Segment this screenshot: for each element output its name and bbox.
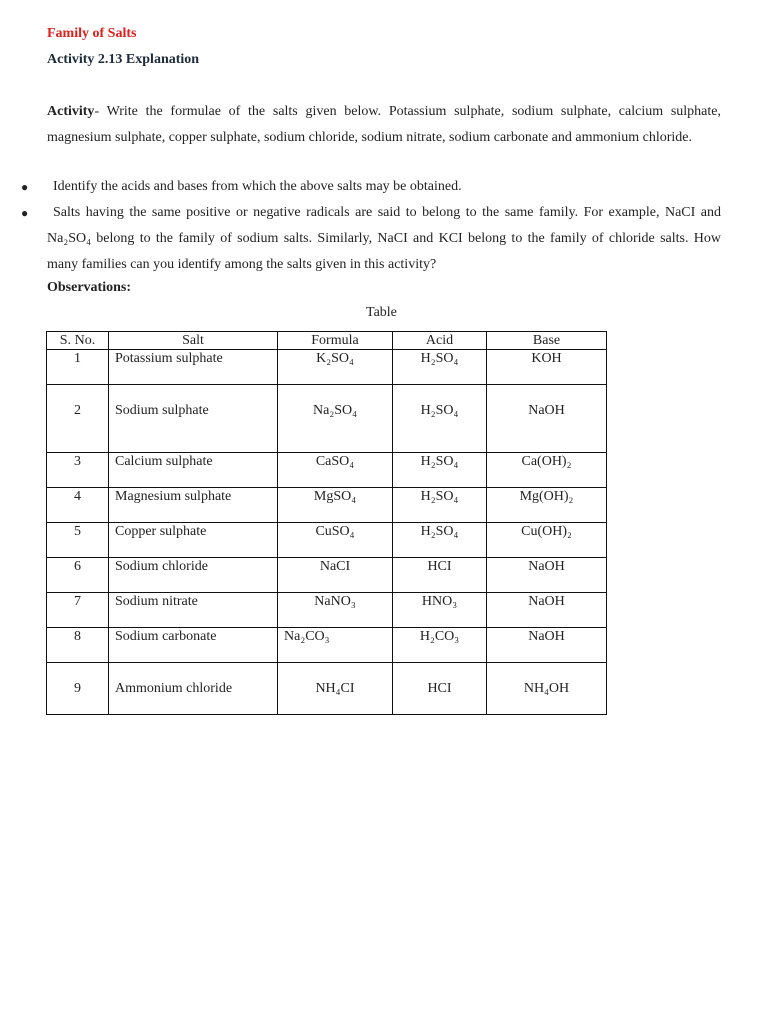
cell-sno: 9 [47, 663, 109, 715]
cell-base: NaOH [487, 593, 607, 628]
cell-acid: H₂SO₄ [393, 385, 487, 453]
cell-base: NH₄OH [487, 663, 607, 715]
cell-sno: 2 [47, 385, 109, 453]
cell-formula: NaNO₃ [278, 593, 393, 628]
cell-sno: 4 [47, 488, 109, 523]
cell-salt: Potassium sulphate [109, 350, 278, 385]
table-row [47, 663, 607, 715]
bullet-dot-icon: ● [21, 206, 29, 220]
table-row [47, 488, 607, 523]
cell-salt: Sodium sulphate [109, 385, 278, 453]
table-header-row [47, 332, 607, 350]
cell-acid: H₂SO₄ [393, 488, 487, 523]
table-row [47, 628, 607, 663]
cell-sno: 8 [47, 628, 109, 663]
cell-acid: HNO₃ [393, 593, 487, 628]
cell-base: NaOH [487, 385, 607, 453]
cell-formula: Na₂CO₃ [278, 628, 393, 663]
cell-base: NaOH [487, 628, 607, 663]
salts-table [46, 331, 607, 715]
cell-base: Mg(OH)₂ [487, 488, 607, 523]
cell-salt: Copper sulphate [109, 523, 278, 558]
cell-sno: 7 [47, 593, 109, 628]
observations-label: Observations: [47, 280, 131, 295]
cell-formula: CaSO₄ [278, 453, 393, 488]
cell-sno: 1 [47, 350, 109, 385]
table-row [47, 558, 607, 593]
header-acid: Acid [393, 332, 487, 350]
bullet-text: Identify the acids and bases from which the above salts may be obtained. [53, 179, 462, 194]
page-subtitle: Activity 2.13 Explanation [47, 52, 200, 67]
cell-base: Ca(OH)₂ [487, 453, 607, 488]
cell-formula: MgSO₄ [278, 488, 393, 523]
bullet-dot-icon: ● [21, 180, 29, 194]
cell-formula: CuSO₄ [278, 523, 393, 558]
bullet-item [21, 200, 721, 278]
header-sno: S. No. [47, 332, 109, 350]
page-title: Family of Salts [47, 26, 137, 41]
activity-text: - Write the formulae of the salts given below. Potassium sulphate, sodium sulphate, calcium sulphate, magnesium sulphate, copper sulphate, sodium chloride, sodium nitrate, sodium carbonate and ammonium chloride. [47, 104, 721, 145]
table-row [47, 593, 607, 628]
cell-salt: Sodium chloride [109, 558, 278, 593]
table-row [47, 385, 607, 453]
cell-base: NaOH [487, 558, 607, 593]
activity-paragraph [47, 99, 721, 150]
cell-acid: H₂CO₃ [393, 628, 487, 663]
cell-salt: Sodium carbonate [109, 628, 278, 663]
cell-formula: K₂SO₄ [278, 350, 393, 385]
bullet-item [21, 174, 721, 200]
cell-sno: 6 [47, 558, 109, 593]
cell-base: Cu(OH)₂ [487, 523, 607, 558]
cell-salt: Calcium sulphate [109, 453, 278, 488]
header-base: Base [487, 332, 607, 350]
cell-acid: H₂SO₄ [393, 350, 487, 385]
bullet-text: Salts having the same positive or negative radicals are said to belong to the same family. For example, NaCI and Na₂SO₄ belong to the family of sodium salts. Similarly, NaCI and KCI belong to the family of chloride salts. How many families can you identify among the salts given in this activity? [47, 205, 721, 272]
cell-formula: NaCI [278, 558, 393, 593]
cell-acid: H₂SO₄ [393, 523, 487, 558]
cell-sno: 5 [47, 523, 109, 558]
cell-sno: 3 [47, 453, 109, 488]
cell-formula: NH₄CI [278, 663, 393, 715]
header-formula: Formula [278, 332, 393, 350]
cell-salt: Sodium nitrate [109, 593, 278, 628]
table-row [47, 453, 607, 488]
table-row [47, 350, 607, 385]
table-row [47, 523, 607, 558]
activity-label: Activity [47, 104, 95, 119]
cell-salt: Ammonium chloride [109, 663, 278, 715]
cell-acid: HCI [393, 663, 487, 715]
cell-acid: H₂SO₄ [393, 453, 487, 488]
cell-base: KOH [487, 350, 607, 385]
table-caption: Table [366, 305, 397, 320]
cell-salt: Magnesium sulphate [109, 488, 278, 523]
cell-formula: Na₂SO₄ [278, 385, 393, 453]
header-salt: Salt [109, 332, 278, 350]
cell-acid: HCI [393, 558, 487, 593]
